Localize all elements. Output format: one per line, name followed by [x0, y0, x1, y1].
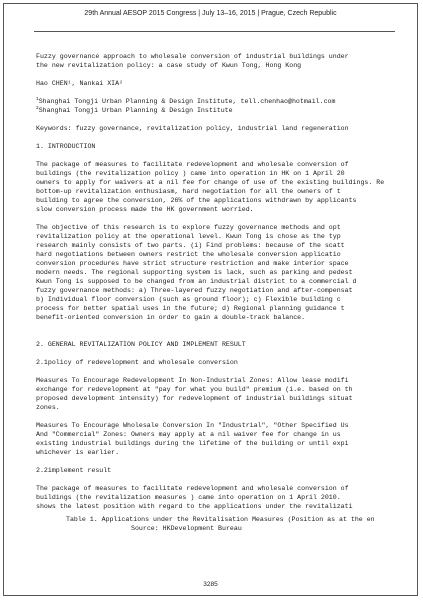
header-rule: [34, 31, 395, 32]
text-line: The objective of this research is to explore fuzzy governance methods and opt: [36, 224, 341, 231]
text-line: Kwun Tong is supposed to be changed from an industrial district to a commercial d: [36, 278, 357, 285]
result-paragraph: [36, 484, 418, 511]
table-caption: Table 1. Applications under the Revitalisation Measures (Position as at the en: [66, 516, 375, 523]
text-line: zones.: [36, 404, 60, 411]
text-line: hard negotiations between owners restrict the wholesale conversion applicatio: [36, 251, 341, 258]
text-line: shows the latest position with regard to the applications under the revitalizati: [36, 503, 353, 510]
title-line: the new revitalization policy: a case study of Kwun Tong, Hong Kong: [36, 62, 302, 69]
text-line: buildings (the revitalization measures ) came into operation on 1 April 2010.: [36, 494, 341, 501]
section-heading: 1. INTRODUCTION: [36, 143, 96, 150]
text-line: Measures To Encourage Redevelopment In Non-Industrial Zones: Allow lease modifi: [36, 377, 349, 384]
affiliation-text: Shanghai Tongji Urban Planning & Design Institute: [38, 107, 233, 114]
section-heading: 2. GENERAL REVITALIZATION POLICY AND IMPLEMENT RESULT: [36, 341, 246, 348]
text-line: existing industrial buildings during the lifetime of the building or until expi: [36, 440, 349, 447]
policy-paragraph-1: [36, 376, 418, 412]
text-line: b) Individual floor conversion (such as ground floor); c) Flexible building c: [36, 296, 341, 303]
text-line: slow conversion process made the HK government worried.: [36, 206, 254, 213]
text-line: The package of measures to facilitate redevelopment and wholesale conversion of: [36, 485, 349, 492]
text-line: And "Commercial" Zones: Owners may apply at a nil waiver fee for change in us: [36, 431, 341, 438]
text-line: owners to apply for waivers at a nil fee for change of use of the existing buildings. Re: [36, 179, 385, 186]
affiliation-1: [36, 97, 418, 106]
text-line: process for better spatial uses in the future; d) Regional planning guidance t: [36, 305, 345, 312]
text-line: proposed development intensity) for redevelopment of industrial buildings situat: [36, 395, 353, 402]
text-line: Measures To Encourage Wholesale Conversion In "Industrial", "Other Specified Us: [36, 422, 349, 429]
title-line: Fuzzy governance approach to wholesale conversion of industrial buildings under: [36, 53, 349, 60]
keywords: Keywords: fuzzy governance, revitalization policy, industrial land regeneration: [36, 125, 349, 132]
text-line: building to agree the conversion, 26% of the applications withdrawn by applicants: [36, 197, 357, 204]
affiliation-sup: 2: [36, 105, 39, 111]
text-line: modern needs. The regional supporting system is lack, such as parking and pedest: [36, 269, 353, 276]
authors: Hao CHEN¹, Nankai XIA²: [36, 80, 124, 87]
text-line: exchange for redevelopment at "pay for what you build" premium (i.e. based on th: [36, 386, 353, 393]
text-line: whichever is earlier.: [36, 449, 120, 456]
text-line: research mainly consists of two parts. (i) Find problems: because of the scatt: [36, 242, 345, 249]
affiliation-2: [36, 106, 418, 115]
text-line: The package of measures to facilitate redevelopment and wholesale conversion of: [36, 161, 349, 168]
affiliation-sup: 1: [36, 96, 39, 102]
table-source: Source: HKDevelopment Bureau: [131, 525, 242, 532]
page-number: 3285: [203, 581, 218, 588]
intro-paragraph-1: [36, 160, 418, 214]
subsection-heading: 2.2implement result: [36, 467, 112, 474]
policy-paragraph-2: [36, 421, 418, 457]
text-line: bottom-up revitalization enthusiasm, hard negotiation for all the owners of t: [36, 188, 341, 195]
text-line: revitalization policy at the operational level. Kwun Tong is chose as the typ: [36, 233, 341, 240]
text-line: buildings (the revitalization policy ) came into operation in HK on 1 April 20: [36, 170, 345, 177]
conference-header: 29th Annual AESOP 2015 Congress | July 13–16, 2015 | Prague, Czech Republic: [84, 10, 337, 17]
text-line: fuzzy governance methods: a) Three-layered fuzzy negotiation and after-compensat: [36, 287, 353, 294]
affiliation-text: Shanghai Tongji Urban Planning & Design Institute, tell.chenhao@hotmail.com: [38, 98, 336, 105]
paper-body: [36, 52, 418, 533]
paper-title: [36, 52, 418, 70]
intro-paragraph-2: [36, 223, 418, 322]
text-line: conversion procedures have strict structure restriction and make interior space: [36, 260, 349, 267]
page-frame: [3, 3, 418, 596]
text-line: benefit-oriented conversion in order to gain a double-track balance.: [36, 314, 306, 321]
subsection-heading: 2.1policy of redevelopment and wholesale conversion: [36, 359, 238, 366]
